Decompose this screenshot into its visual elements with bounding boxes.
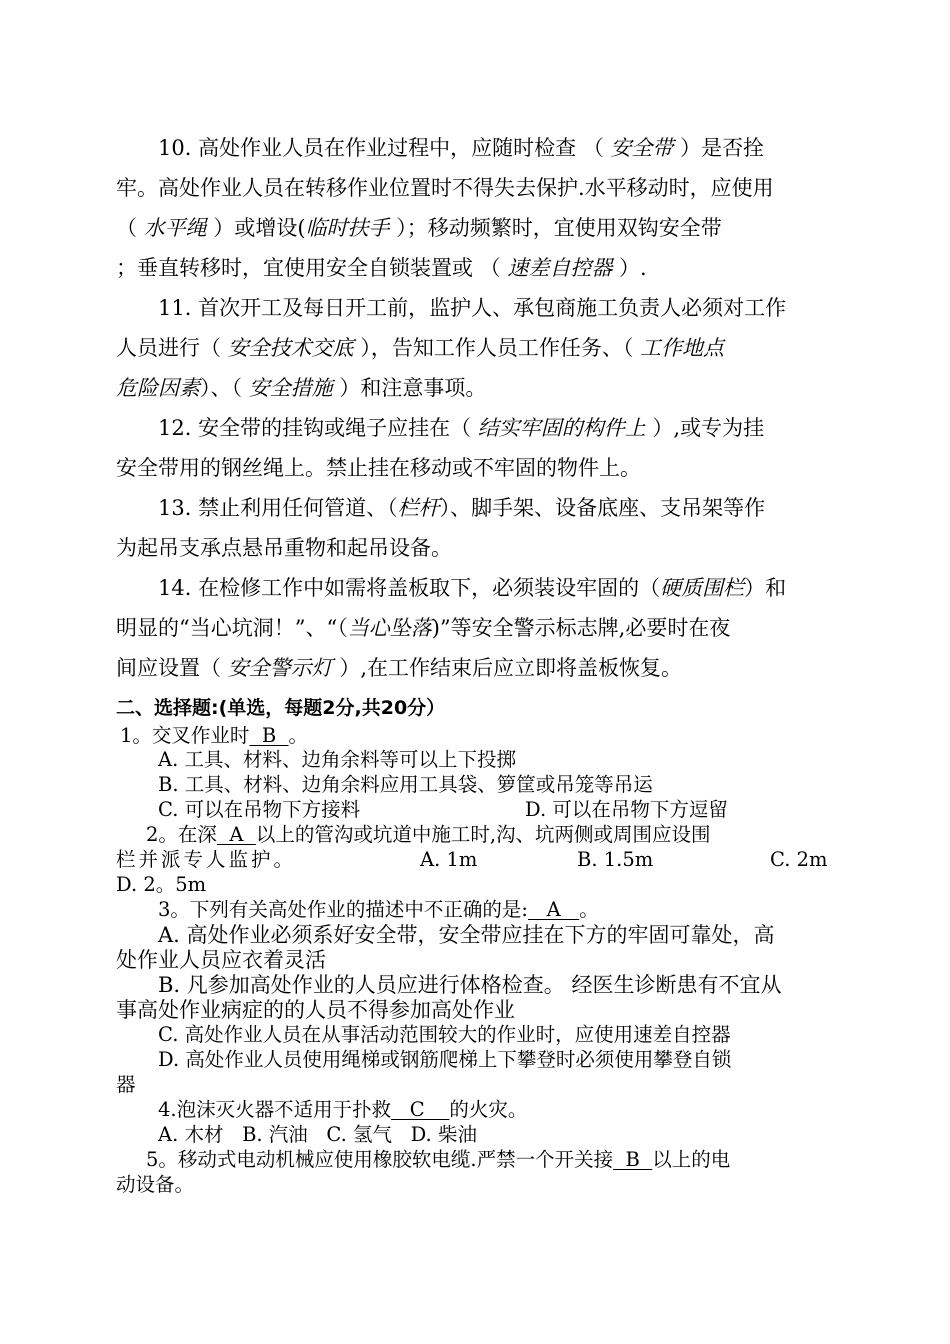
choice-q2-stem [146, 823, 711, 847]
q10-line-3 [116, 216, 722, 240]
choice-q1-stem [120, 724, 308, 748]
choice-q1-option-c: C. 可以在吊物下方接料 [158, 798, 361, 821]
choice-q3-option-d-2: 器 [116, 1073, 136, 1096]
text: 1。交叉作业时 [120, 724, 250, 747]
text: ）和 [744, 576, 787, 600]
text: 的火灾。 [449, 1098, 528, 1121]
text: 10. 高处作业人员在作业过程中，应随时检查 （ [158, 136, 611, 160]
choice-q1-option-b: B. 工具、材料、边角余料应用工具袋、箩筐或吊笼等吊运 [158, 773, 653, 796]
choice-q2-option-b: B. 1.5m [577, 848, 654, 871]
answer-blank: B [249, 724, 289, 747]
choice-q5-stem [146, 1148, 730, 1172]
text: 明显的“当心坑洞！”、“（ [116, 616, 348, 640]
q11-line-3 [116, 376, 486, 400]
answer-text: 安全技术交底 [227, 336, 354, 360]
text: 。 [579, 898, 599, 921]
text: ），告知工作人员工作任务、（ [353, 336, 641, 360]
q12-line-2: 安全带用的钢丝绳上。禁止挂在移动或不牢固的物件上。 [116, 456, 641, 480]
answer-text: 工作地点 [640, 336, 725, 360]
text: 3。下列有关高处作业的描述中不正确的是: [158, 898, 528, 921]
q14-line-2 [116, 616, 730, 640]
answer-blank: A [527, 898, 580, 921]
text: )”等安全警示标志牌,必要时在夜 [431, 616, 731, 640]
text: ）、（ [200, 376, 249, 400]
answer-blank: C [391, 1098, 450, 1121]
q13-line-1 [158, 496, 765, 520]
q13-line-2: 为起吊支承点悬吊重物和起吊设备。 [116, 536, 452, 560]
text: 间应设置（ [116, 656, 228, 680]
text: 12. 安全带的挂钩或绳子应挂在（ [158, 416, 478, 440]
text: ）或增设( [206, 216, 306, 240]
choice-q3-stem [158, 898, 599, 922]
choice-q3-option-b-2: 事高处作业病症的的人员不得参加高处作业 [116, 998, 515, 1022]
choice-q1-option-a: A. 工具、材料、边角余料等可以上下投掷 [158, 748, 516, 771]
q10-line-4 [116, 256, 647, 280]
section-heading: 二、选择题:(单选，每题2分,共20分） [116, 697, 446, 719]
text: 人员进行（ [116, 336, 228, 360]
q14-line-1 [158, 576, 786, 600]
q10-line-1 [158, 136, 764, 160]
choice-q3-option-c: C. 高处作业人员在从事活动范围较大的作业时，应使用速差自控器 [158, 1023, 731, 1046]
text: （ [116, 216, 144, 240]
text: ）、脚手架、设备底座、支吊架等作 [439, 496, 766, 520]
text: ）. [612, 256, 647, 280]
q14-line-3 [116, 656, 682, 680]
choice-q2-option-d: D. 2。5m [116, 873, 207, 896]
text: ）和注意事项。 [332, 376, 487, 400]
q12-line-1 [158, 416, 764, 440]
choice-q3-option-a-1: A. 高处作业必须系好安全带，安全带应挂在下方的牢固可靠处，高 [158, 923, 775, 947]
text: 13. 禁止利用任何管道、（ [158, 496, 398, 520]
answer-text: 临时扶手 [305, 216, 390, 240]
text: ；垂直转移时，宜使用安全自锁装置或 （ [116, 256, 508, 280]
q10-line-2: 牢。高处作业人员在转移作业位置时不得失去保护.水平移动时，应使用 [116, 176, 774, 200]
text: 14. 在检修工作中如需将盖板取下，必须装设牢固的（ [158, 576, 661, 600]
choice-q2-option-c: C. 2m [770, 848, 828, 871]
answer-blank: A [216, 823, 256, 846]
choice-q2-option-a: A. 1m [420, 848, 478, 871]
choice-q4-options: A. 木材 B. 汽油 C. 氢气 D. 柴油 [158, 1123, 477, 1146]
text: ）,在工作结束后应立即将盖板恢复。 [332, 656, 683, 680]
answer-text: 当心坠落 [347, 616, 432, 640]
answer-blank: B [613, 1148, 653, 1171]
answer-text: 水平绳 [143, 216, 207, 240]
choice-q2-line-2: 栏并派专人监护。 [116, 848, 297, 871]
answer-text: 安全措施 [248, 376, 333, 400]
answer-text: 结实牢固的构件上 [477, 416, 646, 440]
text: 5。移动式电动机械应使用橡胶软电缆.严禁一个开关接 [146, 1148, 614, 1171]
answer-text: 安全警示灯 [227, 656, 333, 680]
choice-q3-option-d-1: D. 高处作业人员使用绳梯或钢筋爬梯上下攀登时必须使用攀登自锁 [158, 1048, 732, 1071]
text: ）是否拴 [673, 136, 765, 160]
choice-q3-option-a-2: 处作业人员应衣着灵活 [116, 948, 326, 972]
answer-text: 安全带 [610, 136, 674, 160]
text: ）,或专为挂 [645, 416, 765, 440]
q11-line-2 [116, 336, 724, 360]
text: 2。在深 [146, 823, 217, 846]
choice-q1-option-d: D. 可以在吊物下方逗留 [525, 798, 728, 821]
text: 4.泡沫灭火器不适用于扑救 [158, 1098, 392, 1121]
q11-line-1: 11. 首次开工及每日开工前，监护人、承包商施工负责人必须对工作 [158, 296, 787, 320]
text: ）；移动频繁时，宜使用双钩安全带 [389, 216, 722, 240]
text: 。 [288, 724, 309, 747]
choice-q4-stem [158, 1098, 527, 1122]
answer-text: 速差自控器 [507, 256, 613, 280]
answer-text: 危险因素 [116, 376, 200, 400]
text: 以上的管沟或坑道中施工时,沟、坑两侧或周围应设围 [255, 823, 711, 846]
choice-q3-option-b-1: B. 凡参加高处作业的人员应进行体格检查。 经医生诊断患有不宜从 [158, 973, 782, 997]
answer-text: 硬质围栏 [660, 576, 745, 600]
answer-text: 栏杆 [397, 496, 440, 520]
choice-q5-line-2: 动设备。 [116, 1173, 195, 1196]
text: 以上的电 [652, 1148, 731, 1171]
